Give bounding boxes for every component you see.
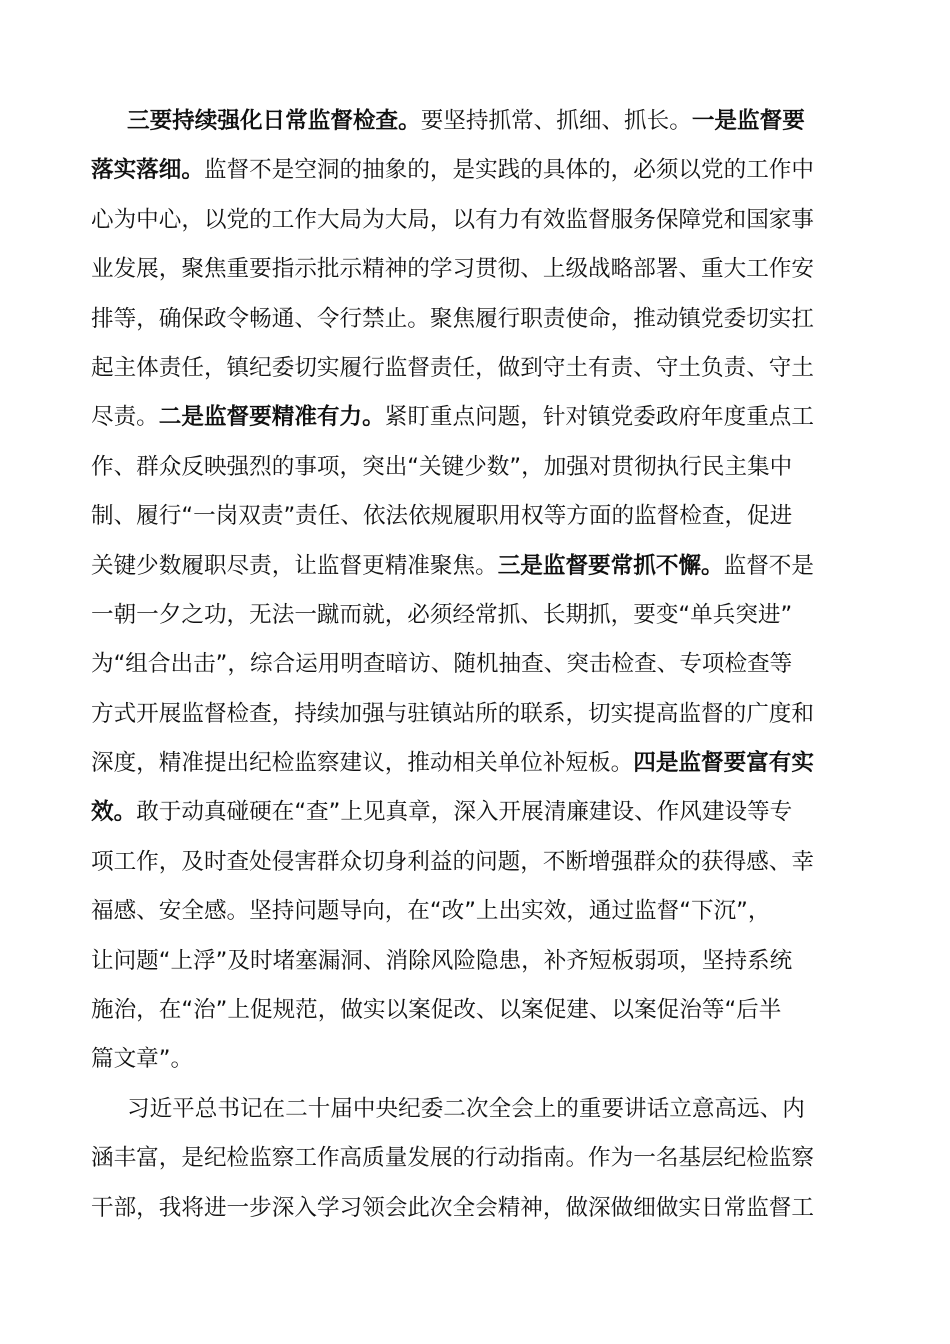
text-line (91, 443, 871, 492)
text-run: 涵丰富，是纪检监察工作高质量发展的行动指南。作为一名基层纪检监察 (91, 1145, 814, 1172)
text-line (91, 937, 871, 986)
text-line (91, 690, 871, 739)
text-run: 排等，确保政令畅通、令行禁止。聚焦履行职责使命，推动镇党委切实扛 (91, 305, 814, 332)
text-line (91, 788, 871, 837)
text-line (91, 344, 871, 393)
text-run: 心为中心，以党的工作大局为大局，以有力有效监督服务保障党和国家事 (91, 206, 814, 233)
bold-text-run: 四是监督要富有实 (633, 750, 814, 777)
text-line (91, 838, 871, 887)
bold-text-run: 一是监督要 (691, 108, 805, 134)
paragraph-p2 (91, 1085, 871, 1233)
text-line (91, 640, 871, 689)
bold-text-run: 效。 (91, 799, 137, 826)
text-line (91, 739, 871, 788)
text-run: 一朝一夕之功，无法一蹴而就，必须经常抓、长期抓，要变“单兵突进” (91, 601, 793, 628)
text-run: 要坚持抓常、抓细、抓长。 (420, 108, 692, 134)
text-run: 敢于动真碰硬在“查”上见真章，深入开展清廉建设、作风建设等专 (136, 799, 793, 826)
text-run: 制、履行“一岗双责”责任、依法依规履职用权等方面的监督检查，促进 (91, 503, 793, 530)
text-run: 尽责。 (91, 404, 159, 431)
text-run: 项工作，及时查处侵害群众切身利益的问题，不断增强群众的获得感、幸 (91, 848, 814, 875)
document-body (91, 97, 871, 1233)
text-run: 关键少数履职尽责，让监督更精准聚焦。 (91, 552, 498, 579)
text-run: 福感、安全感。坚持问题导向，在“改”上出实效，通过监督“下沉”， (91, 898, 771, 925)
text-line (91, 591, 871, 640)
text-run: 监督不是空洞的抽象的，是实践的具体的，必须以党的工作中 (203, 157, 814, 184)
text-line (91, 1035, 871, 1084)
bold-text-run: 三是监督要常抓不懈。 (497, 552, 724, 579)
text-line (91, 1085, 871, 1134)
text-line (91, 1184, 871, 1233)
text-run: 监督不是 (723, 552, 814, 579)
text-run: 方式开展监督检查，持续加强与驻镇站所的联系，切实提高监督的广度和 (91, 700, 814, 727)
text-line (91, 1134, 871, 1183)
text-run: 业发展，聚焦重要指示批示精神的学习贯彻、上级战略部署、重大工作安 (91, 256, 814, 283)
text-run: 篇文章”。 (91, 1046, 194, 1073)
text-line (91, 393, 871, 442)
bold-text-run: 二是监督要精准有力。 (158, 404, 385, 431)
text-run: 为“组合出击”，综合运用明查暗访、随机抽查、突击检查、专项检查等 (91, 651, 793, 678)
text-run: 紧盯重点问题，针对镇党委政府年度重点工 (384, 404, 814, 431)
bold-text-run: 落实落细。 (91, 157, 204, 184)
text-line (91, 542, 871, 591)
text-line (91, 295, 871, 344)
text-run: 作、群众反映强烈的事项，突出“关键少数”，加强对贯彻执行民主集中 (91, 453, 793, 480)
text-line (91, 245, 871, 294)
paragraph-p1 (91, 97, 871, 1085)
text-line (91, 986, 871, 1035)
text-line (91, 492, 871, 541)
text-run: 干部，我将进一步深入学习领会此次全会精神，做深做细做实日常监督工 (91, 1194, 814, 1221)
text-run: 起主体责任，镇纪委切实履行监督责任，做到守土有责、守土负责、守土 (91, 354, 814, 381)
text-run: 让问题“上浮”及时堵塞漏洞、消除风险隐患，补齐短板弱项，坚持系统 (91, 947, 793, 974)
text-line (91, 146, 871, 195)
text-run: 施治，在“治”上促规范，做实以案促改、以案促建、以案促治等“后半 (91, 997, 782, 1024)
text-line (91, 97, 871, 146)
text-line (91, 887, 871, 936)
text-line (91, 196, 871, 245)
bold-text-run: 三要持续强化日常监督检查。 (127, 108, 421, 134)
text-run: 深度，精准提出纪检监察建议，推动相关单位补短板。 (91, 750, 634, 777)
text-run: 习近平总书记在二十届中央纪委二次全会上的重要讲话立意高远、内 (127, 1095, 805, 1122)
